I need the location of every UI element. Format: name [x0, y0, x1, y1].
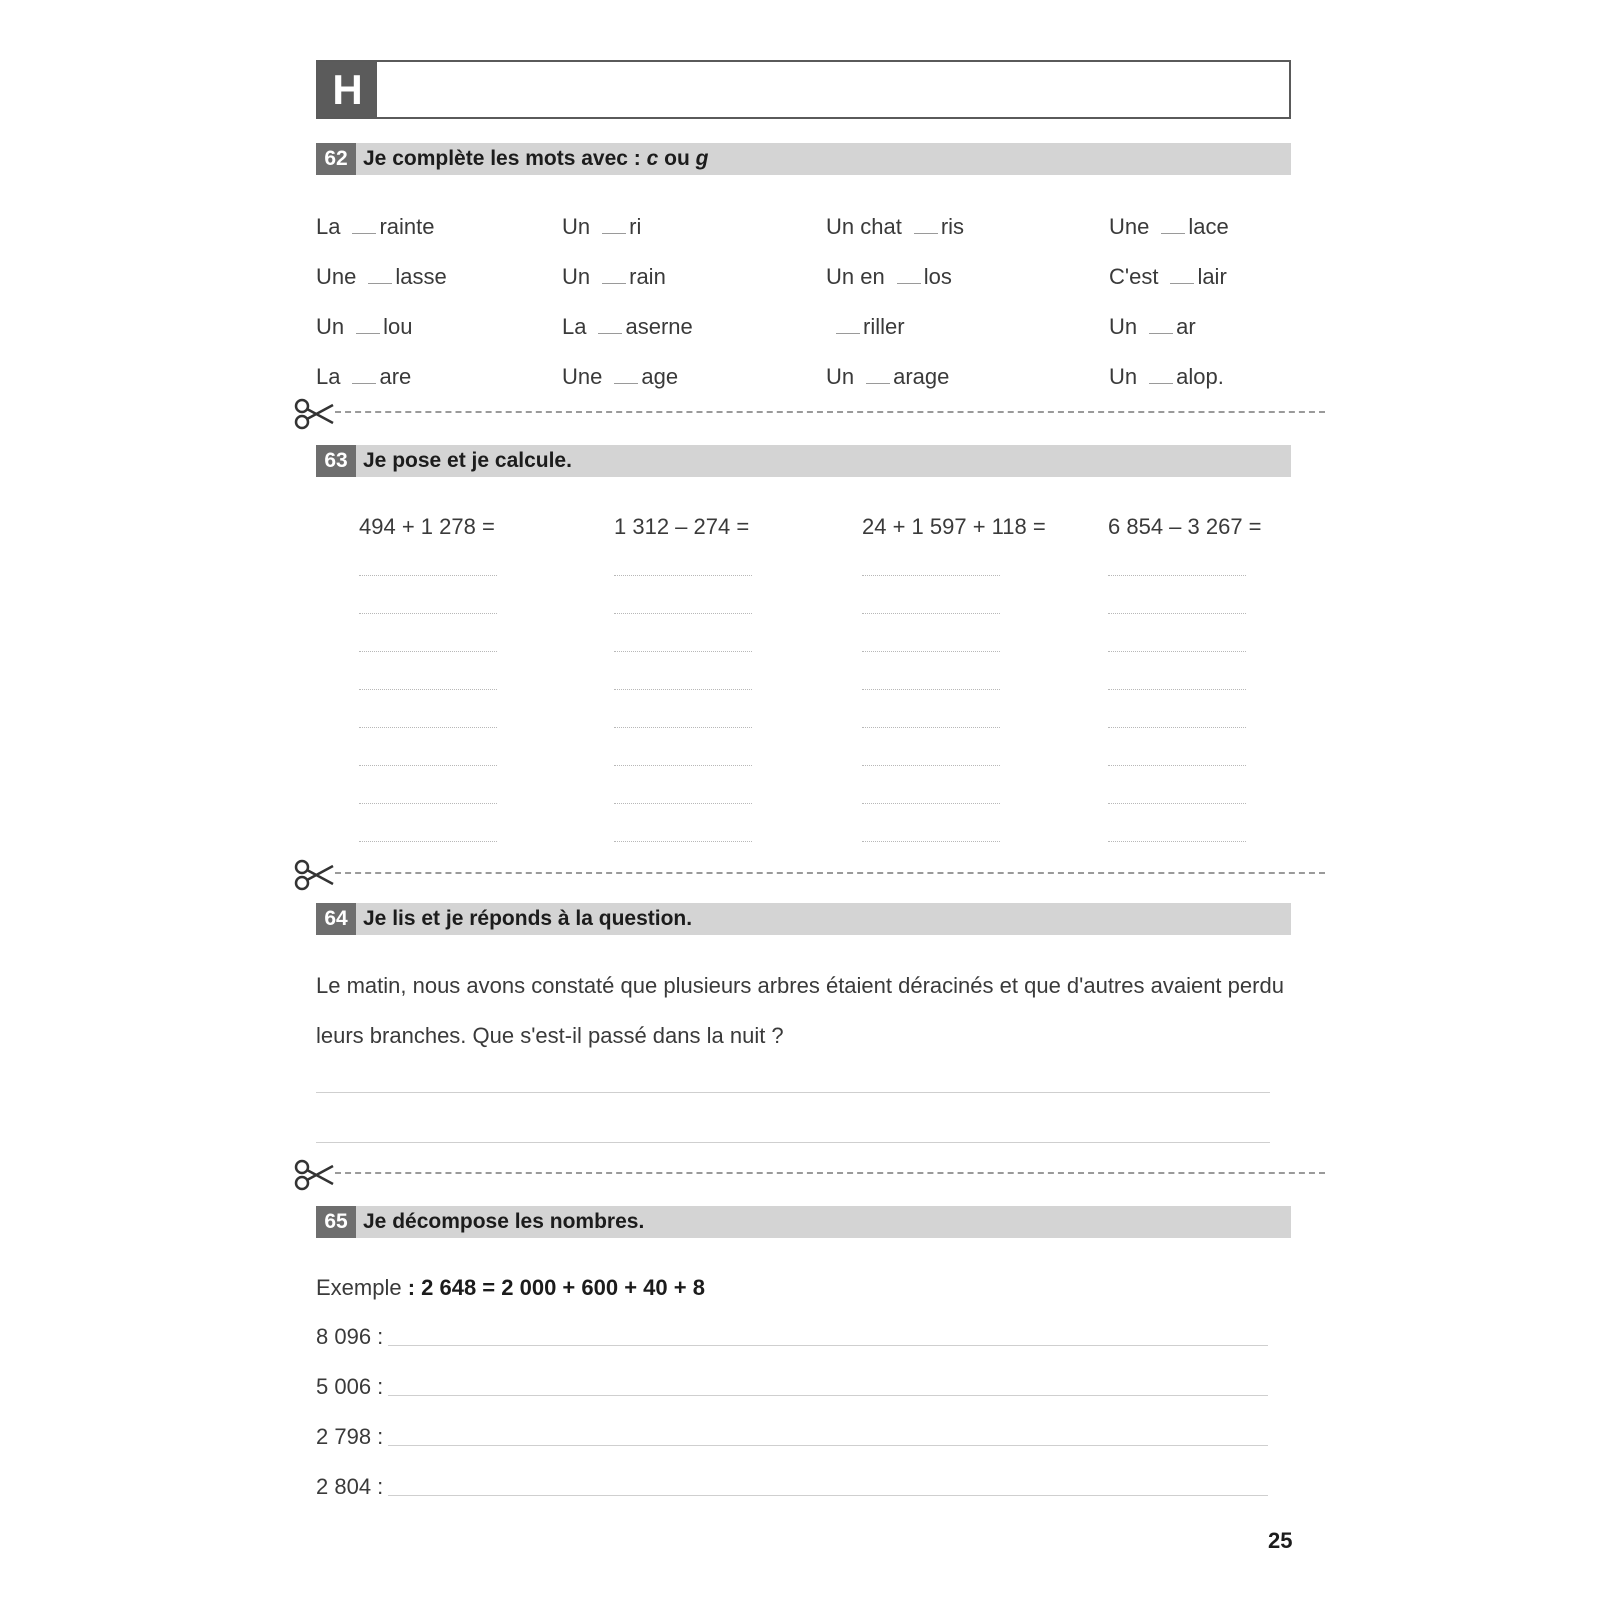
- work-line[interactable]: [1108, 689, 1246, 690]
- work-line[interactable]: [862, 613, 1000, 614]
- answer-line[interactable]: [388, 1445, 1268, 1446]
- scissors-icon: [293, 858, 337, 892]
- word-suffix: lou: [383, 314, 413, 339]
- exercise-62-title-or: ou: [658, 147, 696, 170]
- word-prefix: Un: [316, 314, 345, 339]
- word-item: [1109, 264, 1227, 290]
- word-suffix: lace: [1188, 214, 1229, 239]
- section-header-box: [316, 60, 1291, 119]
- exercise-62-title-text: Je complète les mots avec :: [363, 147, 647, 170]
- word-item: [826, 314, 905, 340]
- work-line[interactable]: [1108, 841, 1246, 842]
- operation-2: 1 312 – 274 =: [614, 514, 750, 539]
- word-blank[interactable]: [914, 233, 938, 234]
- work-line[interactable]: [862, 727, 1000, 728]
- page-number: 25: [1268, 1528, 1293, 1553]
- work-line[interactable]: [359, 803, 497, 804]
- exercise-62-number: 62: [316, 143, 356, 175]
- exercise-63-header: [316, 445, 1291, 477]
- exercise-64-title: Je lis et je réponds à la question.: [363, 907, 693, 930]
- example-line: [316, 1275, 705, 1301]
- work-line[interactable]: [614, 575, 752, 576]
- cut-line: [335, 411, 1325, 413]
- word-prefix: Une: [316, 264, 357, 289]
- word-item: [316, 214, 435, 240]
- word-blank[interactable]: [356, 333, 380, 334]
- operation-4: 6 854 – 3 267 =: [1108, 514, 1262, 539]
- letter-g: g: [695, 147, 709, 170]
- work-line[interactable]: [1108, 803, 1246, 804]
- work-line[interactable]: [1108, 765, 1246, 766]
- work-line[interactable]: [359, 841, 497, 842]
- work-line[interactable]: [614, 841, 752, 842]
- word-suffix: aserne: [625, 314, 693, 339]
- exercise-65-number: 65: [316, 1206, 356, 1238]
- word-suffix: riller: [863, 314, 905, 339]
- word-blank[interactable]: [866, 383, 890, 384]
- operation-3: 24 + 1 597 + 118 =: [862, 514, 1046, 539]
- word-item: [1109, 214, 1229, 240]
- word-prefix: Une: [562, 364, 603, 389]
- example-value: : 2 648 = 2 000 + 600 + 40 + 8: [401, 1275, 705, 1300]
- answer-line[interactable]: [316, 1092, 1270, 1093]
- decompose-number-label: 5 006 :: [316, 1374, 384, 1399]
- word-prefix: Un chat: [826, 214, 902, 239]
- word-prefix: Un: [562, 264, 591, 289]
- word-prefix: La: [562, 314, 587, 339]
- word-blank[interactable]: [598, 333, 622, 334]
- work-line[interactable]: [359, 765, 497, 766]
- word-item: [316, 264, 447, 290]
- operation-1: 494 + 1 278 =: [359, 514, 495, 539]
- work-line[interactable]: [614, 765, 752, 766]
- word-blank[interactable]: [352, 383, 376, 384]
- word-blank[interactable]: [897, 283, 921, 284]
- scissors-icon: [293, 1158, 337, 1192]
- work-line[interactable]: [614, 613, 752, 614]
- cut-line: [335, 1172, 1325, 1174]
- exercise-65-header: [316, 1206, 1291, 1238]
- word-item: [562, 264, 666, 290]
- example-label: Exemple: [316, 1275, 402, 1300]
- word-item: [826, 364, 949, 390]
- word-suffix: ris: [940, 214, 965, 239]
- word-blank[interactable]: [352, 233, 376, 234]
- word-blank[interactable]: [602, 283, 626, 284]
- answer-line[interactable]: [388, 1345, 1268, 1346]
- exercise-63-number: 63: [316, 445, 356, 477]
- cut-line: [335, 872, 1325, 874]
- answer-line[interactable]: [316, 1142, 1270, 1143]
- work-line[interactable]: [614, 803, 752, 804]
- word-item: [1109, 364, 1224, 390]
- decompose-number-label: 2 804 :: [316, 1474, 384, 1499]
- work-line[interactable]: [1108, 575, 1246, 576]
- work-line[interactable]: [1108, 727, 1246, 728]
- letter-c: c: [646, 147, 659, 170]
- exercise-62-header: [316, 143, 1291, 175]
- word-item: [562, 364, 678, 390]
- section-letter: H: [318, 62, 377, 117]
- word-prefix: Un: [1109, 314, 1138, 339]
- word-suffix: alop.: [1176, 364, 1224, 389]
- word-blank[interactable]: [1170, 283, 1194, 284]
- scissors-icon: [293, 397, 337, 431]
- work-line[interactable]: [614, 651, 752, 652]
- decompose-number-label: 8 096 :: [316, 1324, 384, 1349]
- word-suffix: ri: [629, 214, 642, 239]
- word-suffix: rainte: [379, 214, 435, 239]
- work-line[interactable]: [359, 575, 497, 576]
- word-item: [562, 214, 641, 240]
- work-line[interactable]: [862, 651, 1000, 652]
- word-item: [826, 214, 964, 240]
- word-blank[interactable]: [1149, 383, 1173, 384]
- word-prefix: Un: [562, 214, 591, 239]
- word-item: [826, 264, 952, 290]
- word-suffix: los: [923, 264, 952, 289]
- word-blank[interactable]: [614, 383, 638, 384]
- word-item: [562, 314, 693, 340]
- word-item: [316, 314, 412, 340]
- word-blank[interactable]: [1149, 333, 1173, 334]
- exercise-64-header: [316, 903, 1291, 935]
- answer-line[interactable]: [388, 1395, 1268, 1396]
- word-prefix: Un en: [826, 264, 885, 289]
- word-prefix: La: [316, 214, 341, 239]
- exercise-64-number: 64: [316, 903, 356, 935]
- word-prefix: C'est: [1109, 264, 1159, 289]
- word-suffix: rain: [629, 264, 666, 289]
- word-prefix: Une: [1109, 214, 1150, 239]
- work-line[interactable]: [359, 613, 497, 614]
- exercise-64-text-line-1: Le matin, nous avons constaté que plusieurs arbres étaient déracinés et que d'autres avaient perdu: [316, 973, 1284, 998]
- word-prefix: La: [316, 364, 341, 389]
- word-item: [316, 364, 411, 390]
- word-blank[interactable]: [368, 283, 392, 284]
- word-prefix: Un: [826, 364, 855, 389]
- work-line[interactable]: [1108, 651, 1246, 652]
- work-line[interactable]: [359, 651, 497, 652]
- work-line[interactable]: [862, 765, 1000, 766]
- work-line[interactable]: [862, 841, 1000, 842]
- word-suffix: lasse: [395, 264, 447, 289]
- word-suffix: arage: [893, 364, 950, 389]
- word-suffix: lair: [1197, 264, 1227, 289]
- word-suffix: ar: [1176, 314, 1196, 339]
- word-item: [1109, 314, 1196, 340]
- exercise-62-title: [363, 143, 708, 175]
- work-line[interactable]: [862, 689, 1000, 690]
- answer-line[interactable]: [388, 1495, 1268, 1496]
- exercise-65-title: Je décompose les nombres.: [363, 1210, 645, 1233]
- work-line[interactable]: [614, 727, 752, 728]
- word-blank[interactable]: [836, 333, 860, 334]
- word-suffix: age: [641, 364, 679, 389]
- word-prefix: Un: [1109, 364, 1138, 389]
- work-line[interactable]: [359, 689, 497, 690]
- work-line[interactable]: [862, 575, 1000, 576]
- word-blank[interactable]: [602, 233, 626, 234]
- work-line[interactable]: [614, 689, 752, 690]
- work-line[interactable]: [359, 727, 497, 728]
- work-line[interactable]: [1108, 613, 1246, 614]
- word-blank[interactable]: [1161, 233, 1185, 234]
- exercise-64-text-line-2: leurs branches. Que s'est-il passé dans la nuit ?: [316, 1023, 784, 1048]
- decompose-number-label: 2 798 :: [316, 1424, 384, 1449]
- work-line[interactable]: [862, 803, 1000, 804]
- word-suffix: are: [379, 364, 412, 389]
- exercise-63-title: Je pose et je calcule.: [363, 449, 572, 472]
